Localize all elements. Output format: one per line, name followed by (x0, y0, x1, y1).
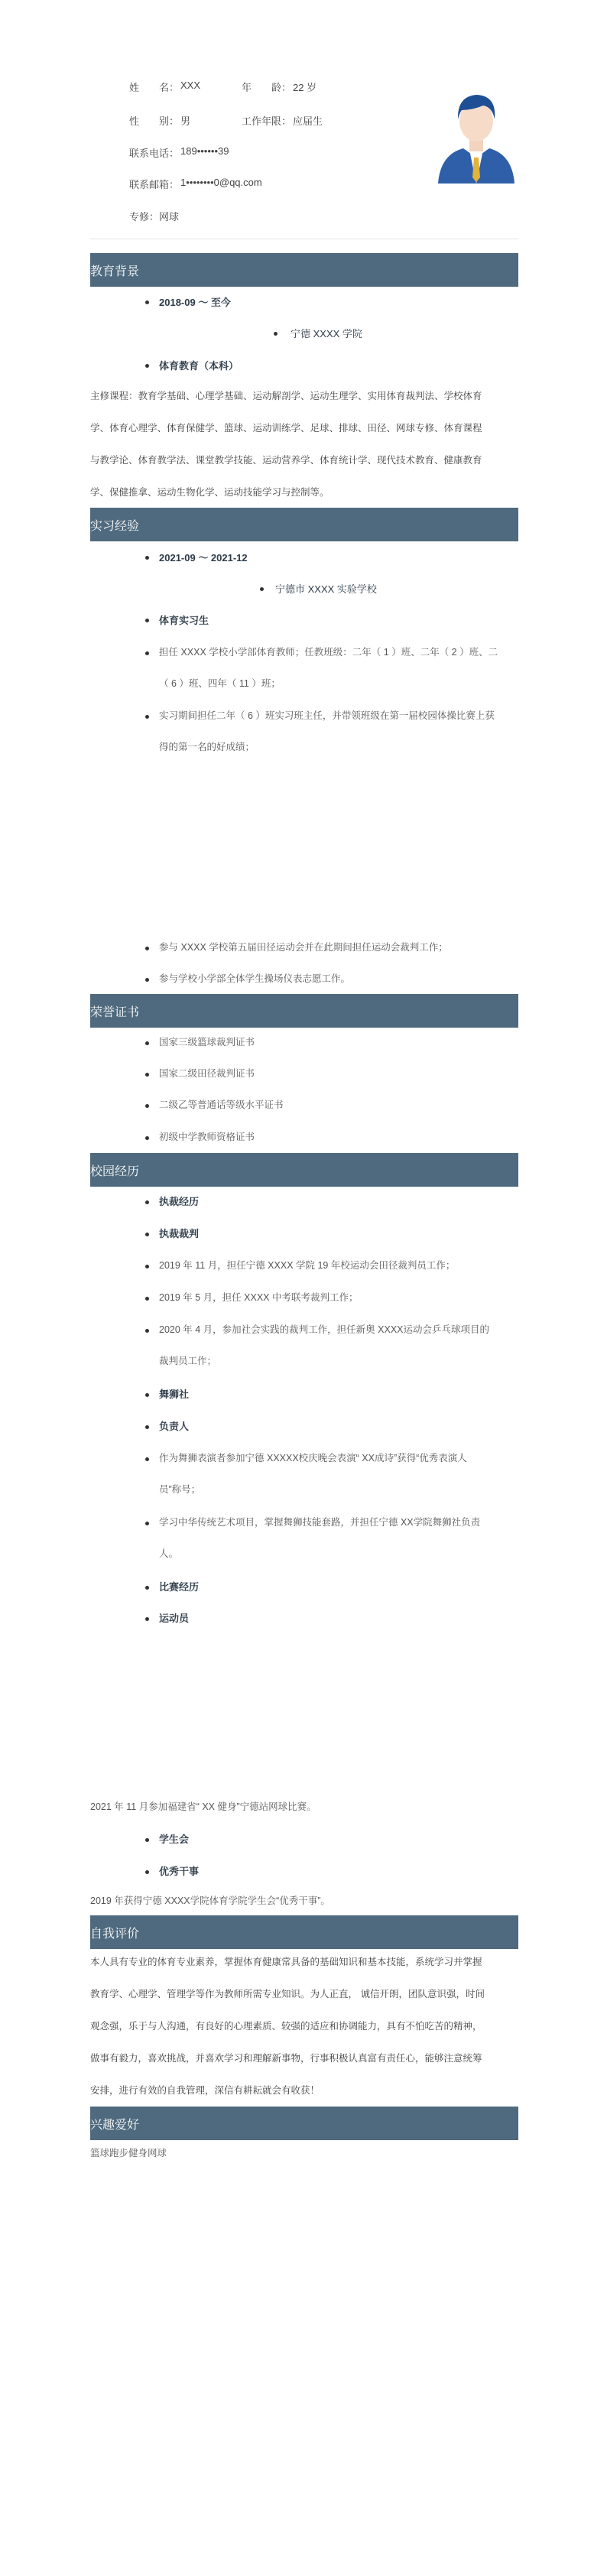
bullet (145, 1041, 149, 1045)
campus-heading: 运动员 (159, 1613, 190, 1624)
campus-heading: 比赛经历 (159, 1581, 200, 1593)
bullet (145, 1329, 149, 1333)
bullet (145, 619, 149, 622)
internship-item-cont: 得的第一名的好成绩； (159, 742, 255, 752)
section-internship (90, 508, 518, 541)
internship-item: 实习期间担任二年（ 6 ）班实习班主任，并带领班级在第一届校园体操比赛上获 (159, 710, 495, 721)
section-self-eval (90, 1915, 518, 1949)
bullet (260, 587, 264, 591)
specialty-label: 专修： (129, 211, 160, 223)
campus-heading: 执裁经历 (159, 1196, 200, 1207)
courses-line: 主修课程：教育学基础、心理学基础、运动解剖学、运动生理学、实用体育裁判法、学校体育 (90, 391, 482, 401)
email-label: 联系邮箱： (129, 179, 180, 190)
certificate-item: 初级中学教师资格证书 (159, 1132, 255, 1142)
hobbies-text: 篮球跑步健身网球 (90, 2148, 167, 2159)
education-courses (90, 380, 518, 508)
bullet (145, 978, 149, 982)
internship-school: 宁德市 XXXX 实验学校 (275, 583, 377, 595)
name-value: XXX (180, 80, 201, 91)
section-campus-title: 校园经历 (90, 1165, 140, 1178)
name-label: 姓 名： (129, 82, 180, 93)
campus-item: 2019 年 11 月，担任宁德 XXXX 学院 19 年校运动会田径裁判员工作； (159, 1260, 456, 1271)
internship-role: 体育实习生 (159, 615, 209, 626)
gender-value: 男 (180, 115, 191, 127)
bullet (145, 1457, 149, 1461)
section-hobbies (90, 2107, 518, 2140)
bullet (145, 1425, 149, 1429)
campus-heading: 舞狮社 (159, 1389, 190, 1400)
bullet (145, 1393, 149, 1397)
bullet (145, 364, 149, 368)
bullet (145, 1233, 149, 1236)
campus-heading: 优秀干事 (159, 1866, 200, 1877)
campus-heading: 学生会 (159, 1834, 190, 1845)
certificate-item: 二级乙等普通话等级水平证书 (159, 1100, 284, 1110)
campus-plain: 2019 年获得宁德 XXXX学院体育学院学生会“优秀干事”。 (90, 1895, 330, 1906)
campus-item: 学习中华传统艺术项目，掌握舞狮技能套路，并担任宁德 XX学院舞狮社负责 (159, 1517, 481, 1528)
internship-item: 担任 XXXX 学校小学部体育教师；任教班级：二年（ 1 ）班、二年（ 2 ）班、二 (159, 647, 498, 658)
avatar-icon (434, 84, 518, 184)
courses-line: 与教学论、体育教学法、课堂教学技能、运动营养学、体育统计学、现代技术教育、健康教育 (90, 455, 482, 466)
campus-item: 2020 年 4 月，参加社会实践的裁判工作，担任新奥 XXXX运动会乒乓球项目的 (159, 1324, 490, 1335)
section-self-eval-title: 自我评价 (90, 1928, 140, 1941)
section-internship-title: 实习经验 (90, 520, 140, 533)
age-value: 22 岁 (293, 82, 317, 93)
bullet (145, 1838, 149, 1842)
internship-item: 参与学校小学部全体学生操场仪表志愿工作。 (159, 973, 351, 984)
campus-heading: 执裁裁判 (159, 1228, 200, 1239)
bullet (145, 1265, 149, 1269)
campus-item: 2019 年 5 月，担任 XXXX 中考联考裁判工作； (159, 1292, 359, 1303)
self-eval-line: 做事有毅力，喜欢挑战，并喜欢学习和理解新事物，行事积极认真富有责任心，能够注意统筹 (90, 2053, 482, 2064)
status-label: 工作年限： (242, 115, 292, 127)
section-campus (90, 1153, 518, 1187)
internship-item-cont: （ 6 ）班、四年（ 11 ）班； (159, 678, 281, 689)
courses-line: 学、保健推拿、运动生物化学、运动技能学习与控制等。 (90, 487, 329, 498)
bullet (145, 1870, 149, 1874)
internship-item: 参与 XXXX 学校第五届田径运动会并在此期间担任运动会裁判工作； (159, 942, 448, 953)
bullet (274, 332, 278, 336)
internship-period: 2021-09 ～ 2021-12 (159, 552, 248, 564)
status-value: 应届生 (293, 115, 323, 127)
section-education (90, 253, 518, 287)
bullet (145, 556, 149, 560)
campus-item-cont: 人。 (159, 1548, 179, 1559)
section-certificates-title: 荣誉证书 (90, 1006, 140, 1019)
bullet (145, 947, 149, 950)
education-major: 体育教育（本科） (159, 360, 239, 372)
email-value: 1••••••••0@qq.com (180, 177, 262, 188)
education-period: 2018-09 ～ 至今 (159, 297, 231, 308)
bullet (145, 651, 149, 655)
age-label: 年 龄： (242, 82, 292, 93)
section-certificates (90, 994, 518, 1028)
campus-heading: 负责人 (159, 1421, 190, 1432)
bullet (145, 1200, 149, 1204)
self-eval-line: 本人具有专业的体育专业素养，掌握体育健康常具备的基础知识和基本技能，系统学习并掌握 (90, 1957, 482, 1967)
bullet (145, 1522, 149, 1525)
bullet (145, 1297, 149, 1301)
section-hobbies-title: 兴趣爱好 (90, 2119, 140, 2132)
bullet (145, 1136, 149, 1140)
campus-item-cont: 裁判员工作； (159, 1356, 217, 1366)
bullet (145, 300, 149, 304)
gender-label: 性 别： (129, 115, 180, 127)
specialty-value: 网球 (159, 211, 180, 223)
bullet (145, 1617, 149, 1621)
campus-plain: 2021 年 11 月参加福建省“ XX 健身”宁德站网球比赛。 (90, 1801, 316, 1812)
self-eval-line: 观念强，乐于与人沟通，有良好的心理素质、较强的适应和协调能力，具有不怕吃苦的精神， (90, 2021, 482, 2032)
bullet (145, 1104, 149, 1108)
bullet (145, 715, 149, 719)
self-eval-line: 教育学、心理学、管理学等作为教师所需专业知识。为人正直， 诚信开朗，团队意识强，时间 (90, 1989, 485, 1999)
phone-value: 189••••••39 (180, 145, 229, 157)
education-school: 宁德 XXXX 学院 (291, 328, 362, 339)
self-eval-text (90, 1946, 518, 2107)
campus-item: 作为舞狮表演者参加宁德 XXXXX校庆晚会表演“ XX成诗”获得“优秀表演人 (159, 1453, 467, 1463)
certificate-item: 国家三级篮球裁判证书 (159, 1037, 255, 1048)
self-eval-line: 安排，进行有效的自我管理，深信有耕耘就会有收获！ (90, 2085, 320, 2096)
bullet (145, 1586, 149, 1590)
certificate-item: 国家二级田径裁判证书 (159, 1068, 255, 1079)
courses-line: 学、体育心理学、体育保健学、篮球、运动训练学、足球、排球、田径、网球专修、体育课程 (90, 423, 482, 434)
bullet (145, 1073, 149, 1077)
campus-item-cont: 员”称号； (159, 1484, 201, 1495)
phone-label: 联系电话： (129, 148, 180, 159)
section-education-title: 教育背景 (90, 265, 140, 278)
